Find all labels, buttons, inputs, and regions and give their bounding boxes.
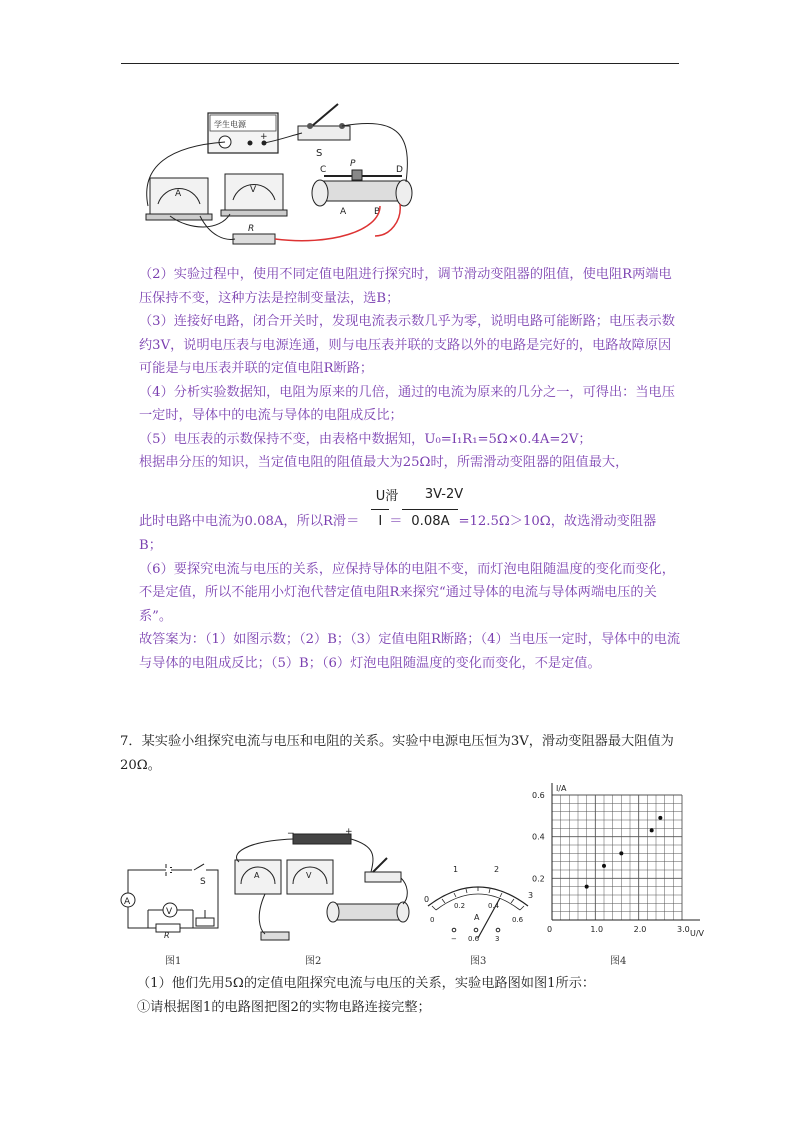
fig2-minus-label: − — [287, 829, 295, 839]
data-point — [602, 864, 606, 868]
data-point — [585, 885, 589, 889]
answer-part-2: （2）实验过程中，使用不同定值电阻进行探究时，调节滑动变阻器的阻值，使电阻R两端电压保持不变，这种方法是控制变量法，选B； — [139, 267, 672, 306]
answer-part-5: （5）电压表的示数保持不变，由表格中数据知，U₀=I₁R₁=5Ω×0.4A=2V； — [139, 431, 592, 447]
answer-final: 故答案为：（1）如图示数；（2）B；（3）定值电阻R断路；（4）当电压一定时，导体中的电流与导体的电阻成反比；（5）B；（6）灯泡电阻随温度的变化而变化，不是定值。 — [139, 632, 681, 671]
answer-explanation — [139, 263, 684, 475]
formula-suffix: =12.5Ω＞10Ω，故选滑动变阻器 — [458, 514, 657, 529]
data-point — [650, 828, 654, 832]
figure-3-ammeter-dial — [418, 858, 538, 944]
figure-2-caption: 图2 — [305, 956, 322, 967]
formula-eq: ＝ — [389, 514, 403, 529]
switch-label: S — [316, 148, 323, 159]
y-axis-label: I/A — [556, 784, 567, 793]
fig1-voltmeter-label: V — [166, 907, 173, 917]
y-tick-label: 0.6 — [532, 791, 545, 800]
fraction-2-numerator: 3V-2V — [424, 487, 464, 502]
fig3-terminal-0-6: 0.6 — [468, 935, 480, 943]
question-7-stem — [120, 730, 685, 777]
x-tick-label: 3.0 — [677, 925, 690, 934]
figure-4-iu-chart — [530, 780, 720, 945]
answer-part-5b: 根据串分压的知识，当定值电阻的阻值最大为25Ω时，所需滑动变阻器的阻值最大， — [139, 455, 629, 470]
y-tick-label: 0.2 — [532, 874, 545, 884]
ammeter-label: A — [175, 189, 182, 199]
fig2-plus-label: + — [345, 827, 353, 837]
fig2-voltmeter-label: V — [306, 871, 312, 880]
fig3-bottom-tick-2: 0.4 — [488, 902, 500, 910]
data-point — [619, 851, 623, 855]
fig3-top-tick-3: 3 — [528, 891, 534, 900]
circuit-apparatus-figure — [130, 96, 430, 254]
question-7-sub-1: （1）他们先用5Ω的定值电阻探究电流与电压的关系，实验电路图如图1所示： — [137, 976, 596, 991]
voltmeter-label: V — [250, 185, 257, 195]
resistor-label: R — [248, 224, 255, 234]
fig1-switch-label: S — [200, 877, 206, 887]
fig3-bottom-tick-0: 0 — [430, 916, 435, 924]
question-7-sub — [137, 972, 682, 1019]
power-supply-label: 学生电源 — [214, 120, 246, 129]
answer-part-5d: B； — [139, 538, 162, 553]
answer-part-4: （4）分析实验数据知，电阻为原来的几倍，通过的电流为原来的几分之一，可得出：当电压一定时，导体中的电流与导体的电阻成反比； — [139, 384, 675, 423]
fraction-1 — [367, 485, 407, 504]
fig3-top-tick-1: 1 — [453, 865, 459, 874]
fig3-unit-label: A — [474, 913, 480, 922]
rheostat-label-c: C — [320, 165, 327, 175]
fig3-top-tick-0: 0 — [424, 895, 430, 904]
fig1-resistor-label: R — [164, 931, 170, 938]
figure-4-caption: 图4 — [610, 956, 627, 967]
fig3-bottom-tick-3: 0.6 — [512, 916, 524, 924]
fig3-bottom-tick-1: 0.2 — [454, 902, 466, 910]
x-tick-label: 1.0 — [590, 925, 604, 934]
fraction-1-numerator: U滑 — [375, 489, 399, 504]
x-axis-label: U/V — [690, 929, 705, 938]
question-7-sub-1a: ①请根据图1的电路图把图2的实物电路连接完整； — [137, 999, 431, 1015]
answer-part-6: （6）要探究电流与电压的关系，应保持导体的电阻不变，而灯泡电阻随温度的变化而变化，不是定值，所以不能用小灯泡代替定值电阻R来探究“通过导体的电流与导体两端电压的关系”。 — [139, 561, 675, 624]
question-7-text: 7．某实验小组探究电流与电压和电阻的关系。实验中电源电压恒为3V，滑动变阻器最大阻值为20Ω。 — [120, 734, 674, 773]
figure-3-caption: 图3 — [470, 956, 487, 967]
fraction-1-denominator: I — [371, 509, 389, 534]
fig3-terminal-3: 3 — [495, 935, 500, 943]
rheostat-label-a: A — [340, 207, 347, 217]
figure-2-apparatus — [225, 826, 410, 944]
answer-explanation-2 — [139, 534, 684, 675]
fig2-ammeter-label: A — [254, 871, 260, 880]
answer-part-3: （3）连接好电路，闭合开关时，发现电流表示数几乎为零，说明电路可能断路；电压表示数约3V，说明电压表与电源连通，则与电压表并联的支路以外的电路是完好的，电路故障原因可能是与电压表并联的定值电阻R断路； — [139, 314, 675, 376]
answer-formula-line — [139, 509, 699, 534]
svg-text:+: + — [260, 132, 268, 142]
header-rule — [121, 63, 679, 64]
x-tick-label: 0 — [547, 925, 553, 934]
y-tick-label: 0.4 — [532, 832, 545, 842]
fraction-2 — [413, 487, 475, 502]
figure-1-caption: 图1 — [165, 956, 182, 967]
x-tick-label: 2.0 — [633, 925, 647, 934]
fig1-ammeter-label: A — [124, 897, 131, 907]
figure-1-circuit-diagram — [118, 858, 228, 938]
fig3-terminal-minus: − — [451, 935, 457, 943]
formula-prefix: 此时电路中电流为0.08A，所以R滑＝ — [139, 514, 360, 529]
fraction-2-denominator: 0.08A — [402, 509, 458, 534]
rheostat-label-b: B — [374, 207, 381, 217]
data-point — [658, 816, 662, 820]
rheostat-label-d: D — [396, 165, 403, 175]
fig3-top-tick-2: 2 — [494, 865, 500, 874]
rheostat-label-p: P — [350, 159, 356, 169]
